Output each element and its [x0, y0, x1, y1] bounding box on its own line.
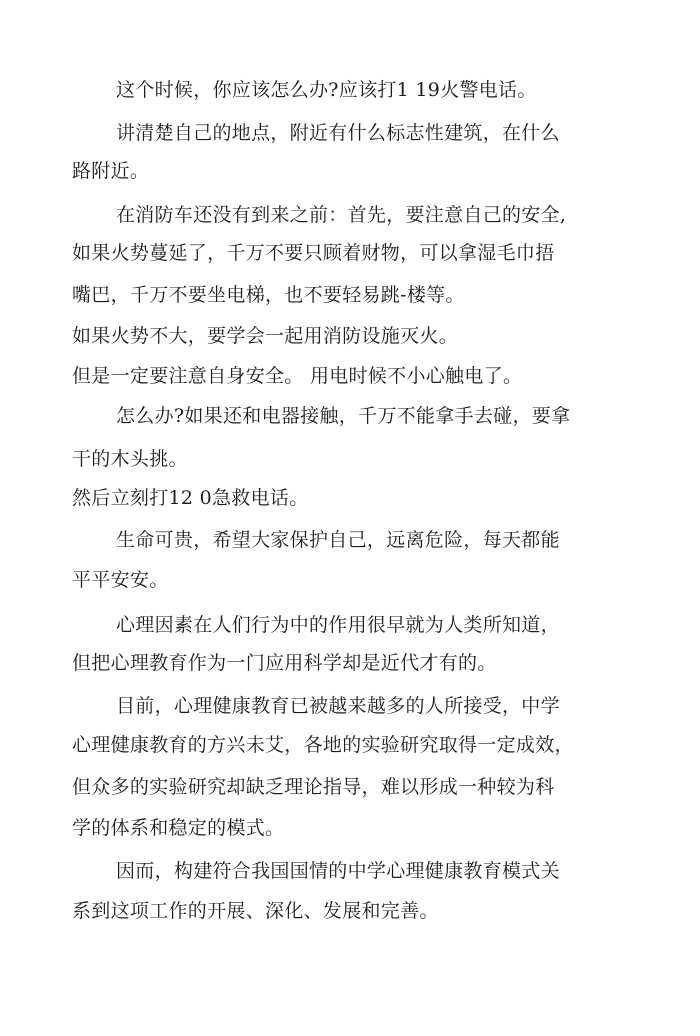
text-line: 系到这项工作的开展、深化、发展和完善。: [72, 900, 439, 922]
text-line: 因而，构建符合我国国情的中学心理健康教育模式关: [116, 860, 560, 882]
text-line: 嘴巴，千万不要坐电梯，也不要轻易跳-楼等。: [72, 284, 465, 306]
text-line: 但是一定要注意自身安全。 用电时候不小心触电了。: [72, 365, 523, 387]
text-line: 然后立刻打12 0急救电话。: [72, 487, 309, 509]
text-line: 但众多的实验研究却缺乏理论指导，难以形成一种较为科: [72, 776, 555, 798]
text-line: 如果火势不大，要学会一起用消防设施灭火。: [72, 325, 459, 347]
text-line: 在消防车还没有到来之前：首先，要注意自己的安全,: [116, 204, 567, 226]
text-line: 心理健康教育的方兴未艾，各地的实验研究取得一定成效，: [72, 734, 574, 756]
text-line: 这个时候，你应该怎么办?应该打1 19火警电话。: [116, 79, 537, 101]
text-line: 讲清楚自己的地点，附近有什么标志性建筑，在什么: [116, 122, 560, 144]
text-line: 目前，心理健康教育已被越来越多的人所接受，中学: [116, 695, 560, 717]
text-line: 学的体系和稳定的模式。: [72, 817, 285, 839]
text-line: 路附近。: [72, 160, 150, 182]
text-line: 但把心理教育作为一门应用科学却是近代才有的。: [72, 652, 497, 674]
text-line: 平平安安。: [72, 569, 169, 591]
text-line: 如果火势蔓延了，千万不要只顾着财物，可以拿湿毛巾捂: [72, 242, 555, 264]
text-line: 怎么办?如果还和电器接触，千万不能拿手去碰，要拿: [116, 405, 571, 427]
text-line: 生命可贵，希望大家保护自己，远离危险，每天都能: [116, 529, 560, 551]
text-line: 干的木头挑。: [72, 448, 188, 470]
text-line: 心理因素在人们行为中的作用很早就为人类所知道，: [116, 614, 560, 636]
